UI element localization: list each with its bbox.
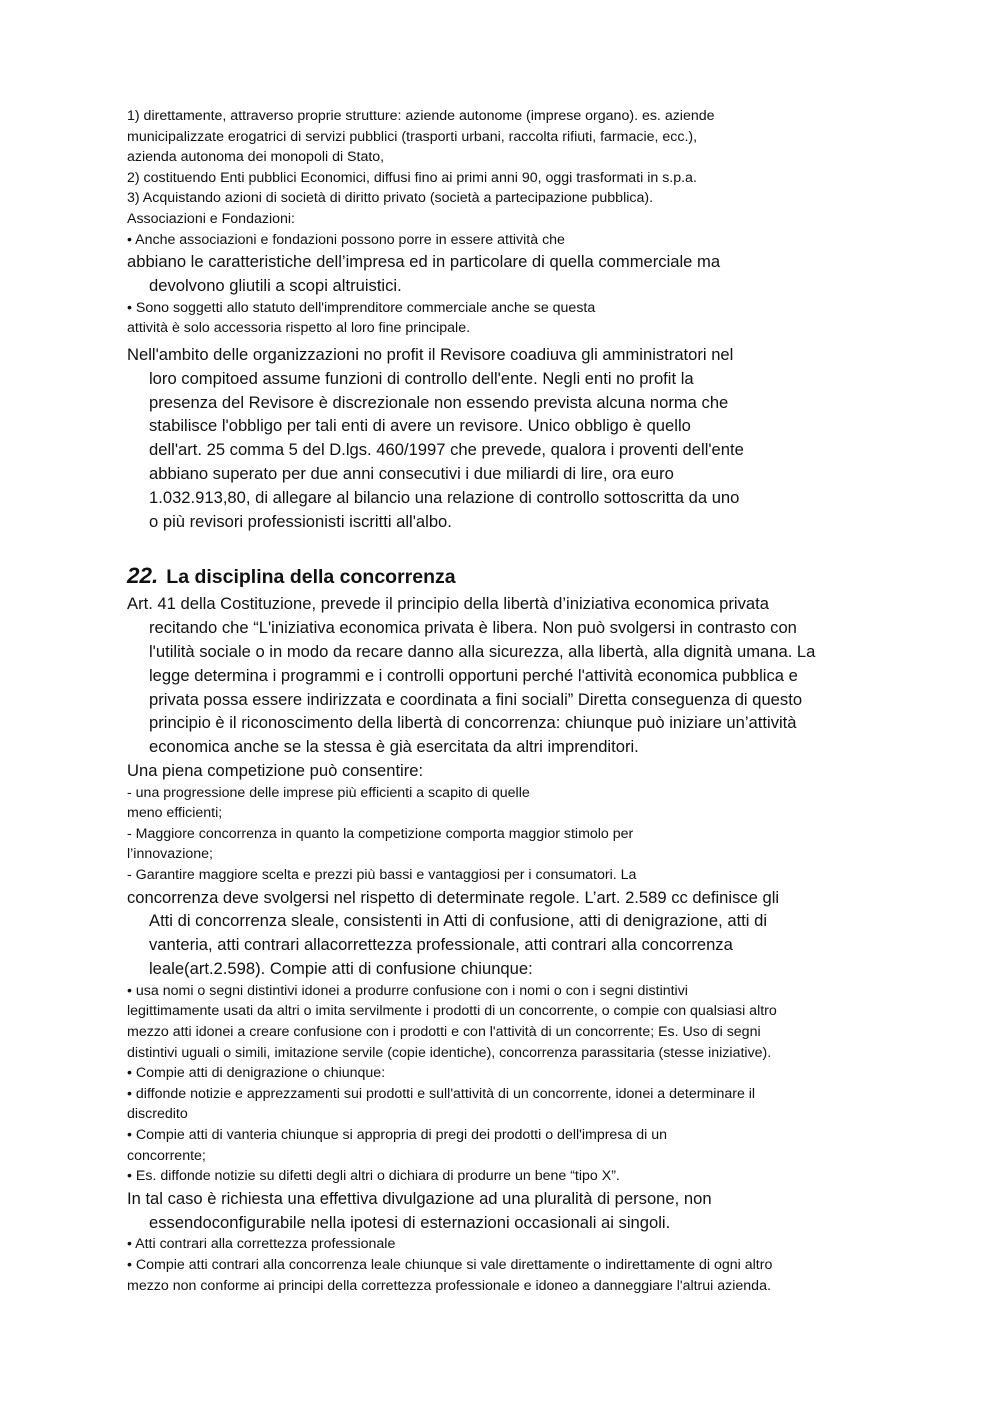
section-number: 22.	[127, 563, 159, 589]
text-line: 3) Acquistando azioni di società di diritto privato (società a partecipazione pubblica).	[127, 190, 654, 207]
text-line: • Anche associazioni e fondazioni possono porre in essere attività che	[127, 231, 565, 248]
text-line: privata possa essere indirizzata e coordinata a fini sociali” Diretta conseguenza di questo	[149, 689, 803, 709]
text-line: leale(art.2.598). Compie atti di confusione chiunque:	[149, 959, 533, 979]
text-line: 1.032.913,80, di allegare al bilancio una relazione di controllo sottoscritta da uno	[149, 487, 740, 507]
text-line: l’innovazione;	[127, 846, 213, 863]
text-line: devolvono gliutili a scopi altruistici.	[149, 275, 402, 295]
text-line: presenza del Revisore è discrezionale non essendo prevista alcuna norma che	[149, 392, 729, 412]
text-line: Una piena competizione può consentire:	[127, 760, 424, 780]
text-line: concorrente;	[127, 1147, 206, 1164]
text-line: Atti di concorrenza sleale, consistenti in Atti di confusione, atti di denigrazione, atti di	[149, 911, 768, 931]
intro-text-block	[127, 106, 867, 533]
text-line: attività è solo accessoria rispetto al loro fine principale.	[127, 320, 471, 337]
text-line: distintivi uguali o simili, imitazione servile (copie identiche), concorrenza parassitaria (stesse iniziative).	[127, 1044, 772, 1061]
text-line: l'utilità sociale o in modo da recare danno alla sicurezza, alla libertà, alla dignità umana. La	[149, 641, 816, 661]
text-line: Associazioni e Fondazioni:	[127, 210, 295, 227]
section-body	[127, 592, 867, 1296]
text-line: essendoconfigurabile nella ipotesi di esternazioni occasionali ai singoli.	[149, 1212, 671, 1232]
text-line: • Sono soggetti allo statuto dell'imprenditore commerciale anche se questa	[127, 299, 596, 316]
text-line: 1) direttamente, attraverso proprie strutture: aziende autonome (imprese organo). es. aziende	[127, 108, 715, 124]
text-line: legittimamente usati da altri o imita servilmente i prodotti di un concorrente, o compie con qualsiasi altro	[127, 1003, 777, 1020]
text-line: mezzo atti idonei a creare confusione con i prodotti e con l'attività di un concorrente; Es. Uso di segni	[127, 1024, 761, 1041]
text-line: stabilisce l'obbligo per tali enti di avere un revisore. Unico obbligo è quello	[149, 416, 691, 436]
text-line: legge determina i programmi e i controlli opportuni perché l'attività economica pubblica e	[149, 665, 798, 685]
text-line: In tal caso è richiesta una effettiva divulgazione ad una pluralità di persone, non	[127, 1188, 712, 1208]
text-line: economica anche se la stessa è già esercitata da altri imprenditori.	[149, 737, 639, 757]
text-line: loro compitoed assume funzioni di controllo dell'ente. Negli enti no profit la	[149, 368, 694, 388]
text-line: azienda autonoma dei monopoli di Stato,	[127, 149, 385, 166]
text-line: o più revisori professionisti iscritti all'albo.	[149, 511, 452, 531]
text-line: concorrenza deve svolgersi nel rispetto di determinate regole. L’art. 2.589 cc definisce gli	[127, 887, 780, 907]
text-line: vanteria, atti contrari allacorrettezza professionale, atti contrari alla concorrenza	[149, 935, 733, 955]
text-line: • Compie atti contrari alla concorrenza leale chiunque si vale direttamente o indirettamente di ogni altro	[127, 1256, 773, 1273]
text-line: meno efficienti;	[127, 805, 223, 822]
text-line: Nell'ambito delle organizzazioni no profit il Revisore coadiuva gli amministratori nel	[127, 344, 734, 364]
text-line: - Garantire maggiore scelta e prezzi più bassi e vantaggiosi per i consumatori. La	[127, 867, 637, 884]
text-line: • usa nomi o segni distintivi idonei a produrre confusione con i nomi o con i segni distintivi	[127, 982, 688, 999]
section-title: La disciplina della concorrenza	[166, 566, 456, 589]
text-line: abbiano le caratteristiche dell’impresa ed in particolare di quella commerciale ma	[127, 252, 721, 272]
text-line: principio è il riconoscimento della libertà di concorrenza: chiunque può iniziare un’attività	[149, 713, 797, 733]
text-line: • Compie atti di denigrazione o chiunque:	[127, 1065, 386, 1082]
text-line: discredito	[127, 1106, 188, 1123]
text-line: - Maggiore concorrenza in quanto la competizione comporta maggior stimolo per	[127, 825, 634, 842]
document-page	[127, 106, 867, 1296]
section-heading	[127, 563, 867, 590]
text-line: • diffonde notizie e apprezzamenti sui prodotti e sull'attività di un concorrente, idonei a determinare il	[127, 1085, 756, 1102]
text-line: municipalizzate erogatrici di servizi pubblici (trasporti urbani, raccolta rifiuti, farmacie, ecc.),	[127, 128, 698, 145]
text-line: dell'art. 25 comma 5 del D.lgs. 460/1997 che prevede, qualora i proventi dell'ente	[149, 440, 744, 460]
text-line: abbiano superato per due anni consecutivi i due miliardi di lire, ora euro	[149, 463, 674, 483]
text-line: • Compie atti di vanteria chiunque si appropria di pregi dei prodotti o dell'impresa di un	[127, 1127, 668, 1143]
text-line: - una progressione delle imprese più efficienti a scapito di quelle	[127, 784, 530, 801]
text-line: mezzo non conforme ai principi della correttezza professionale e idoneo a danneggiare l'altrui azienda.	[127, 1277, 771, 1294]
text-line: recitando che “L'iniziativa economica privata è libera. Non può svolgersi in contrasto con	[149, 618, 797, 638]
text-line: 2) costituendo Enti pubblici Economici, diffusi fino ai primi anni 90, oggi trasformati in s.p.a.	[127, 169, 697, 186]
text-line: • Es. diffonde notizie su difetti degli altri o dichiara di produrre un bene “tipo X”.	[127, 1168, 620, 1185]
text-line: • Atti contrari alla correttezza professionale	[127, 1236, 396, 1253]
text-line: Art. 41 della Costituzione, prevede il principio della libertà d’iniziativa economica privata	[127, 594, 769, 614]
